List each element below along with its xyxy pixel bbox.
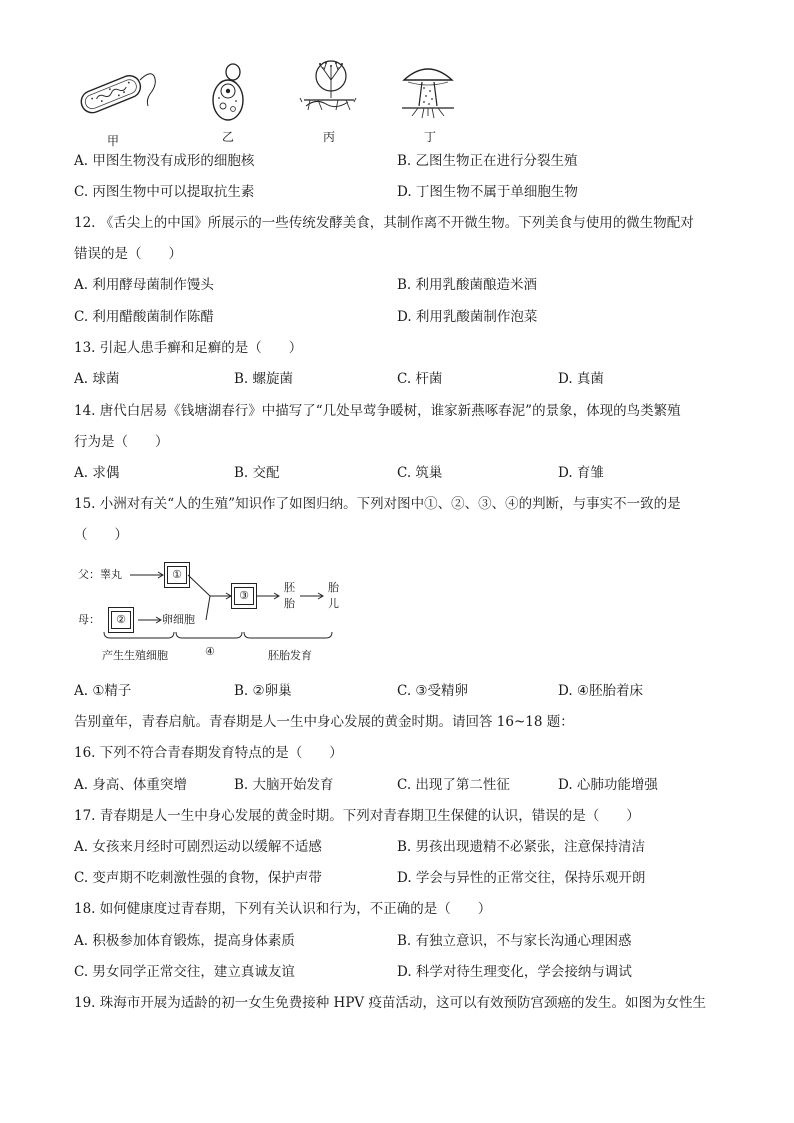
- q16-option-a[interactable]: A. 身高、体重突增: [74, 777, 187, 793]
- q15-option-b[interactable]: B. ②卵巢: [234, 683, 292, 699]
- q15-option-a[interactable]: A. ①精子: [74, 683, 132, 699]
- q18-stem: 18. 如何健康度过青春期，下列有关认识和行为，不正确的是（ ）: [74, 901, 492, 917]
- q15-stem-line1: 15. 小洲对有关“人的生殖”知识作了如图归纳。下列对图中①、②、③、④的判断，与事实不一致的是: [74, 496, 681, 512]
- q12-stem-line1: 12. 《舌尖上的中国》所展示的一些传统发酵美食，其制作离不开微生物。下列美食与使用的微生物配对: [74, 215, 694, 231]
- diagram-label-4: ④: [205, 645, 215, 658]
- figure-label-jia: 甲: [106, 134, 119, 148]
- q18-option-b[interactable]: B. 有独立意识，不与家长沟通心理困惑: [397, 933, 632, 949]
- q16-option-c[interactable]: C. 出现了第二性征: [397, 777, 510, 793]
- q14-stem-line1: 14. 唐代白居易《钱塘湖春行》中描写了“几处早莺争暖树，谁家新燕啄春泥”的景象，体现的鸟类繁殖: [74, 403, 681, 419]
- q12-option-b[interactable]: B. 利用乳酸菌酿造米酒: [397, 277, 538, 293]
- q11-option-a[interactable]: A. 甲图生物没有成形的细胞核: [74, 153, 255, 169]
- q15-option-c[interactable]: C. ③受精卵: [397, 683, 469, 699]
- diagram-germ-cell-label: 产生生殖细胞: [102, 649, 168, 662]
- figure-label-yi: 乙: [221, 130, 234, 144]
- q12-option-a[interactable]: A. 利用酵母菌制作馒头: [74, 277, 214, 293]
- figure-bacterium: [74, 58, 166, 128]
- q11-option-c[interactable]: C. 丙图生物中可以提取抗生素: [74, 184, 255, 200]
- q17-option-b[interactable]: B. 男孩出现遗精不必紧张，注意保持清洁: [397, 839, 646, 855]
- q19-stem-line1: 19. 珠海市开展为适龄的初一女生免费接种 HPV 疫苗活动，这可以有效预防宫颈癌的发生。如图为女性生: [74, 995, 706, 1011]
- q14-option-b[interactable]: B. 交配: [234, 465, 280, 481]
- q14-option-a[interactable]: A. 求偶: [74, 465, 120, 481]
- q12-option-d[interactable]: D. 利用乳酸菌制作泡菜: [397, 309, 538, 325]
- q13-option-c[interactable]: C. 杆菌: [397, 371, 443, 387]
- q13-option-b[interactable]: B. 螺旋菌: [234, 371, 294, 387]
- q11-option-d[interactable]: D. 丁图生物不属于单细胞生物: [397, 184, 578, 200]
- q18-option-d[interactable]: D. 科学对待生理变化，学会接纳与调试: [397, 964, 632, 980]
- diagram-fetus-top: 胎: [328, 581, 339, 594]
- q16-option-b[interactable]: B. 大脑开始发育: [234, 777, 334, 793]
- diagram-box2: ②: [111, 611, 131, 629]
- q15-option-d[interactable]: D. ④胚胎着床: [558, 683, 644, 699]
- q16-option-d[interactable]: D. 心肺功能增强: [558, 777, 658, 793]
- figure-mushroom: [398, 58, 458, 124]
- q17-option-d[interactable]: D. 学会与异性的正常交往，保持乐观开朗: [397, 870, 646, 886]
- organism-figures: [70, 58, 470, 150]
- q18-option-a[interactable]: A. 积极参加体育锻炼，提高身体素质: [74, 933, 295, 949]
- diagram-box1: ①: [167, 566, 187, 584]
- q17-option-a[interactable]: A. 女孩来月经时可剧烈运动以缓解不适感: [74, 839, 322, 855]
- diagram-father-label: 父：睾丸: [78, 568, 122, 581]
- reproduction-diagram: [74, 556, 354, 668]
- diagram-box3: ③: [234, 587, 254, 605]
- q11-option-b[interactable]: B. 乙图生物正在进行分裂生殖: [397, 153, 578, 169]
- diagram-mother-label: 母：: [78, 613, 100, 626]
- q13-stem: 13. 引起人患手癣和足癣的是（ ）: [74, 340, 303, 356]
- diagram-fetus-bottom: 儿: [328, 597, 339, 610]
- section-intro: 告别童年，青春启航。青春期是人一生中身心发展的黄金时期。请回答 16~18 题：: [74, 714, 574, 730]
- diagram-embryo-bottom: 胎: [284, 597, 295, 610]
- q15-stem-line2: （ ）: [74, 527, 128, 543]
- diagram-development-label: 胚胎发育: [268, 649, 312, 662]
- q13-option-d[interactable]: D. 真菌: [558, 371, 604, 387]
- q17-stem: 17. 青春期是人一生中身心发展的黄金时期。下列对青春期卫生保健的认识，错误的是（ ）: [74, 808, 640, 824]
- q17-option-c[interactable]: C. 变声期不吃刺激性强的食物，保护声带: [74, 870, 322, 886]
- diagram-egg-label: 卵细胞: [162, 613, 195, 626]
- diagram-embryo-top: 胚: [284, 581, 295, 594]
- q16-stem: 16. 下列不符合青春期发育特点的是（ ）: [74, 745, 343, 761]
- q14-option-d[interactable]: D. 育雏: [558, 465, 604, 481]
- figure-label-ding: 丁: [423, 130, 436, 144]
- q13-option-a[interactable]: A. 球菌: [74, 371, 120, 387]
- figure-mold: [298, 58, 358, 124]
- q12-option-c[interactable]: C. 利用醋酸菌制作陈醋: [74, 309, 214, 325]
- q14-stem-line2: 行为是（ ）: [74, 434, 169, 450]
- figure-label-bing: 丙: [322, 130, 335, 144]
- figure-yeast: [206, 58, 250, 128]
- q18-option-c[interactable]: C. 男女同学正常交往，建立真诚友谊: [74, 964, 295, 980]
- q12-stem-line2: 错误的是（ ）: [74, 246, 182, 262]
- q14-option-c[interactable]: C. 筑巢: [397, 465, 443, 481]
